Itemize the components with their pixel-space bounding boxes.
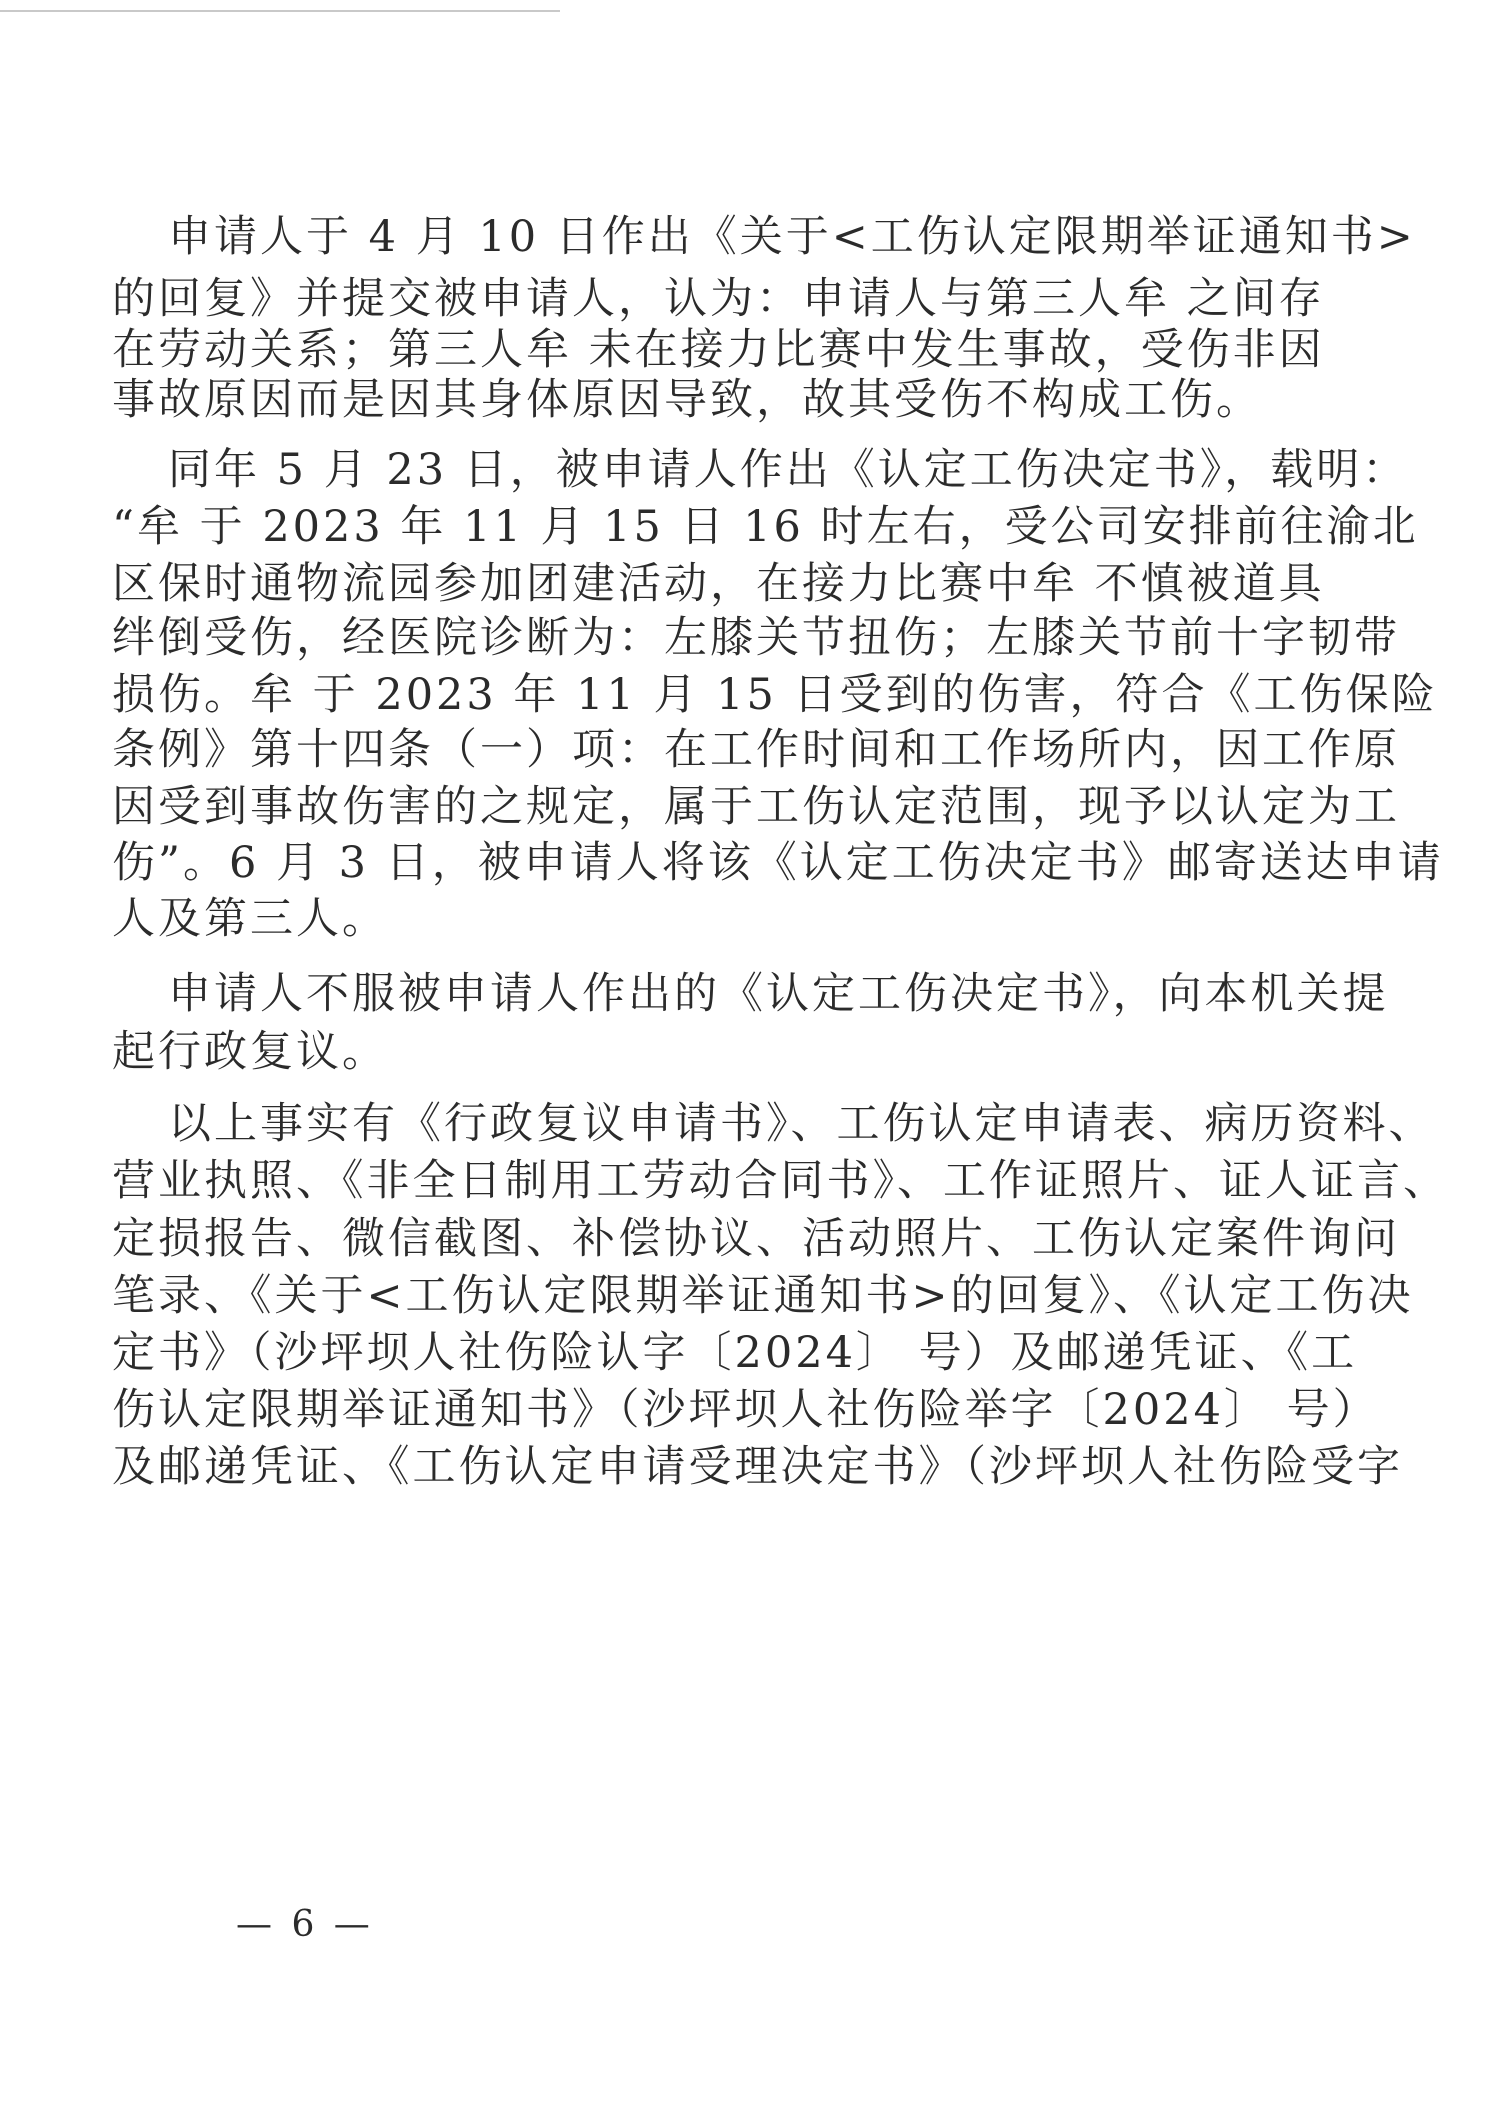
text-line: 伤”。6 月 3 日，被申请人将该《认定工伤决定书》邮寄送达申请 xyxy=(112,838,1444,888)
text-line: 定书》（沙坪坝人社伤险认字〔2024〕 号）及邮递凭证、《工 xyxy=(112,1328,1358,1378)
page-number: — 6 — xyxy=(236,1904,374,1945)
text-line: 同年 5 月 23 日，被申请人作出《认定工伤决定书》，载明： xyxy=(168,445,1409,495)
text-line: 营业执照、《非全日制用工劳动合同书》、工作证照片、证人证言、 xyxy=(112,1156,1449,1206)
text-line: 因受到事故伤害的之规定，属于工伤认定范围，现予以认定为工 xyxy=(112,782,1400,832)
text-line: 人及第三人。 xyxy=(112,894,388,944)
text-line: 区保时通物流园参加团建活动，在接力比赛中牟 不慎被道具 xyxy=(112,559,1325,609)
text-line: 的回复》并提交被申请人，认为：申请人与第三人牟 之间存 xyxy=(112,274,1325,324)
text-line: 损伤。牟 于 2023 年 11 月 15 日受到的伤害，符合《工伤保险 xyxy=(112,670,1438,720)
text-line: 申请人不服被申请人作出的《认定工伤决定书》，向本机关提 xyxy=(168,969,1389,1019)
text-line: 起行政复议。 xyxy=(112,1027,388,1077)
text-line: 绊倒受伤，经医院诊断为：左膝关节扭伤；左膝关节前十字韧带 xyxy=(112,613,1400,663)
text-line: 伤认定限期举证通知书》（沙坪坝人社伤险举字〔2024〕 号） xyxy=(112,1385,1379,1435)
text-line: 在劳动关系；第三人牟 未在接力比赛中发生事故，受伤非因 xyxy=(112,325,1325,375)
text-line: 笔录、《关于<工伤认定限期举证通知书>的回复》、《认定工伤决 xyxy=(112,1271,1414,1321)
text-line: 以上事实有《行政复议申请书》、工伤认定申请表、病历资料、 xyxy=(168,1099,1435,1149)
text-line: 及邮递凭证、《工伤认定申请受理决定书》（沙坪坝人社伤险受字 xyxy=(112,1442,1403,1492)
text-line: 定损报告、微信截图、补偿协议、活动照片、工伤认定案件询问 xyxy=(112,1214,1400,1264)
text-line: “牟 于 2023 年 11 月 15 日 16 时左右，受公司安排前往渝北 xyxy=(112,502,1419,552)
text-line: 申请人于 4 月 10 日作出《关于<工伤认定限期举证通知书> xyxy=(168,212,1416,262)
text-line: 条例》第十四条（一）项：在工作时间和工作场所内，因工作原 xyxy=(112,725,1400,775)
text-line: 事故原因而是因其身体原因导致，故其受伤不构成工伤。 xyxy=(112,375,1262,425)
